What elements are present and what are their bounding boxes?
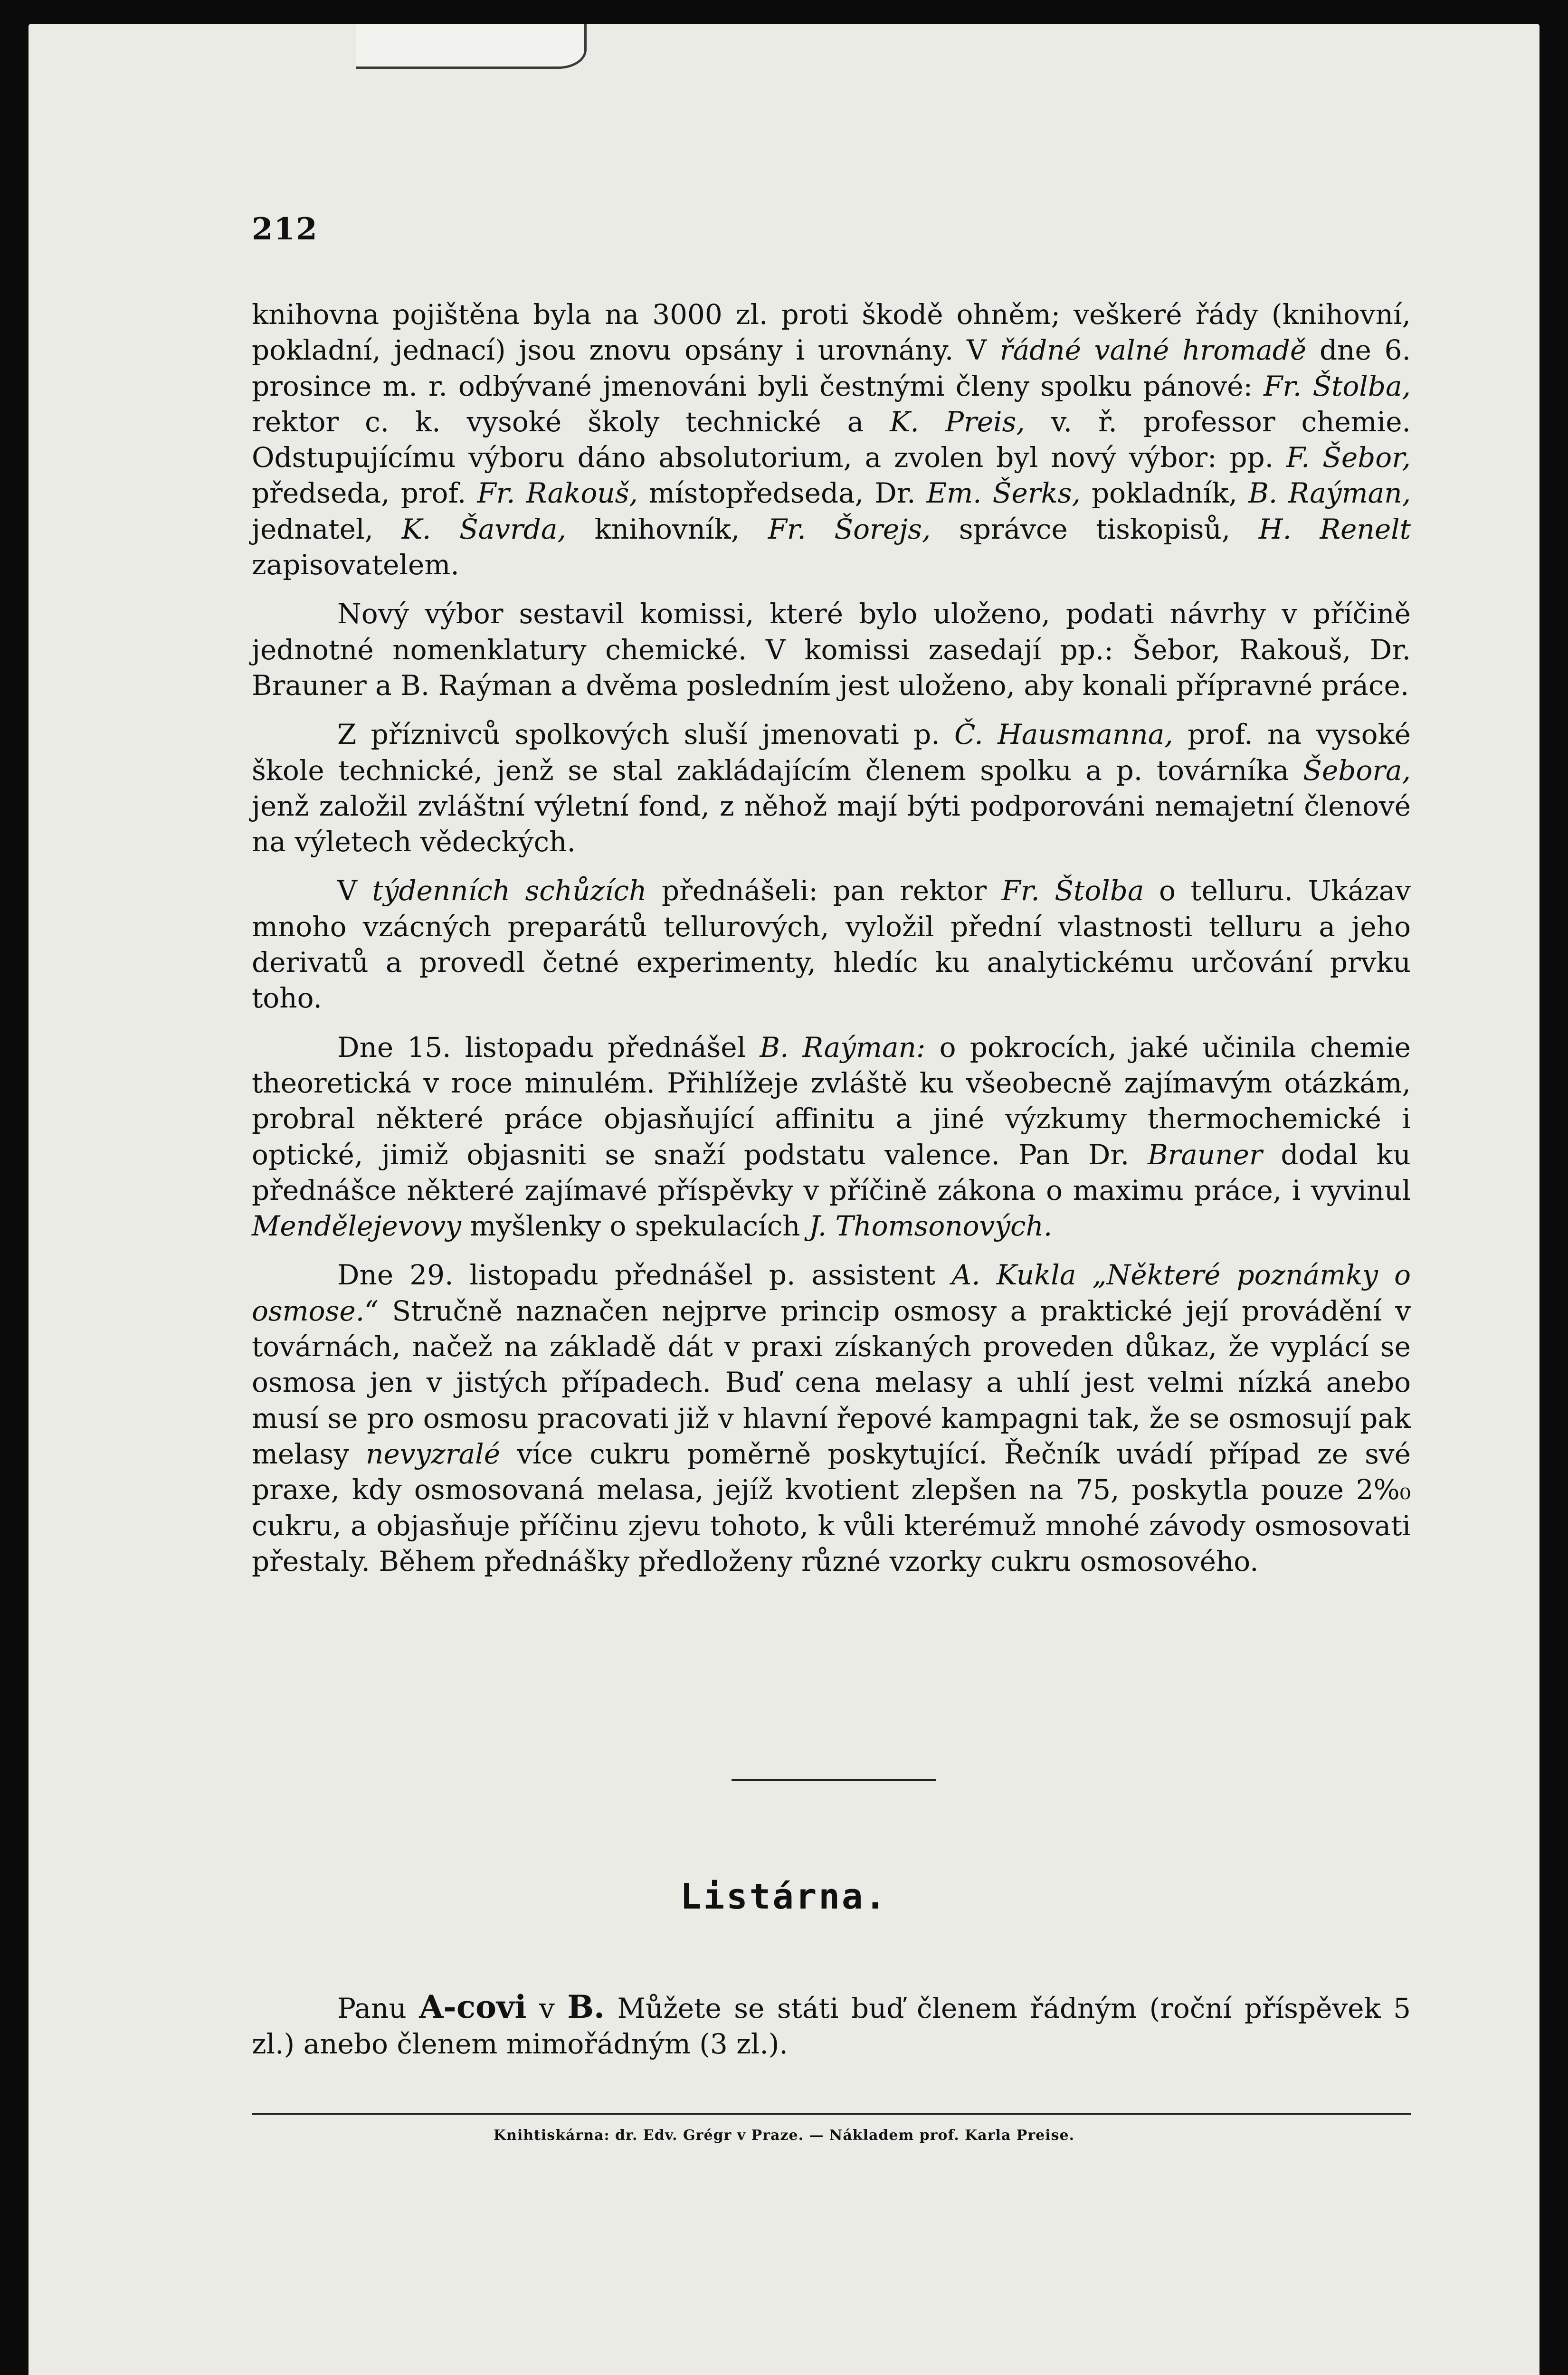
paragraph-text: dne 6. prosince m. r. odbývané jmenováni byli čestnými členy spolku pánové: [252,334,1411,402]
italic-name: Fr. Rakouš, [477,477,638,510]
paragraph-text: jednatel, [252,513,402,545]
italic-name: Mendělejevovy [252,1210,461,1243]
italic-name: řádné valné hromadě [999,334,1307,367]
italic-name: F. Šebor, [1286,441,1411,474]
letter-middle: v [526,1992,568,2024]
footer-imprint: Knihtiskárna: dr. Edv. Grégr v Praze. — Nákladem prof. Karla Preise. [493,2127,1075,2144]
paragraph-text: místopředseda, Dr. [637,477,927,510]
letter-recipient: A-covi [419,1988,527,2025]
italic-name: týdenních schůzích [372,874,647,907]
paragraph-text: předseda, prof. [252,477,477,510]
paragraph [252,1030,1411,1244]
paragraph-text: v. ř. professor chemie. Odstupujícímu výboru dáno absolutorium, a zvolen byl nový výbor: pp. [252,405,1411,474]
paragraph-text: prof. na vysoké škole technické, jenž se stal zakládajícím členem spolku a p. továrníka [252,718,1411,787]
paragraph [252,873,1411,1016]
paragraph-text: Dne 29. listopadu přednášel p. assistent [337,1259,952,1292]
paragraph-text: zapisovatelem. [252,549,459,581]
page-number: 212 [252,211,318,247]
paragraph-text: Stručně naznačen nejprve princip osmosy a praktické její provádění v továrnách, načež na základě dát v praxi získaných proveden důkaz, že vyplácí se osmosa jen v jistých případech. Buď cena melasy a uhlí jest velmi nízká anebo musí se pro osmosu pracovati již v hlavní řepové kampagni tak, že se osmosují pak melasy [252,1294,1411,1470]
paragraph [252,717,1411,860]
letter-prefix: Panu [337,1992,419,2024]
italic-name: B. Raýman: [760,1031,926,1064]
italic-name: H. Renelt [1258,513,1411,545]
letter-reply [252,1989,1411,2062]
paragraph-text: knihovna pojištěna byla na 3000 zl. proti škodě ohněm; veškeré řády (knihovní, pokladní, jednací) jsou znovu opsány i urovnány. V [252,298,1411,367]
section-heading: Listárna. [680,1876,888,1917]
paragraph-text: knihovník, [566,513,768,545]
footer-rule [252,2113,1411,2115]
italic-name: J. Thomsonových. [808,1210,1053,1243]
paragraph [252,1257,1411,1579]
paragraph-text: Dne 15. listopadu přednášel [337,1031,760,1064]
italic-name: Fr. Šorejs, [768,513,931,545]
paragraph-text: pokladník, [1080,477,1249,510]
paragraph-text: Nový výbor sestavil komissi, které bylo uloženo, podati návrhy v příčině jednotné nomenklatury chemické. V komissi zasedají pp.: Šebor, Rakouš, Dr. Brauner a B. Raýman a dvěma posledním jest uloženo, aby konali přípravné práce. [252,598,1411,702]
document-page [29,24,1539,2375]
paragraph [252,596,1411,703]
section-separator [732,1779,936,1781]
paragraph-text: V [337,874,372,907]
paragraph-text: správce tiskopisů, [931,513,1259,545]
italic-name: B. Raýman, [1248,477,1411,510]
italic-name: Fr. Štolba [1001,874,1144,907]
paragraph-text: o pokrocích, jaké učinila chemie theoretická v roce minulém. Přihlížeje zvláště ku všeobecně zajímavým otázkám, probral některé práce objasňující affinitu a jiné výzkumy thermochemické i optické, jimiž objasniti se snaží podstatu valence. Pan Dr. [252,1031,1411,1171]
body-text [252,297,1411,1593]
paragraph-text: Z příznivců spolkových sluší jmenovati p. [337,718,955,751]
italic-name: Č. Hausmanna, [954,718,1173,751]
paragraph-text: rektor c. k. vysoké školy technické a [252,405,890,438]
italic-name: Šebora, [1303,754,1411,787]
letter-place: B. [567,1988,605,2025]
italic-name: K. Preis, [890,405,1025,438]
paragraph-text: více cukru poměrně poskytující. Řečník uvádí případ ze své praxe, kdy osmosovaná melasa, jejíž kvotient zlepšen na 75, poskytla pouze 2%₀ cukru, a objasňuje příčinu zjevu tohoto, k vůli kterémuž mnohé závody osmosovati přestaly. Během přednášky předloženy různé vzorky cukru osmosového. [252,1437,1411,1577]
paragraph-text: myšlenky o spekulacích [461,1210,809,1243]
letter-text: Můžete se státi buď členem řádným (roční příspěvek 5 zl.) anebo členem mimořádným (3 zl.). [252,1992,1411,2060]
paragraph-text: jenž založil zvláštní výletní fond, z něhož mají býti podporováni nemajetní členové na výletech vědeckých. [252,789,1411,858]
italic-name: nevyzralé [366,1437,501,1470]
paragraph [252,297,1411,583]
italic-name: A. Kukla „Některé poznámky o osmose.“ [252,1259,1411,1327]
italic-name: K. Šavrda, [401,513,566,545]
italic-name: Em. Šerks, [926,477,1081,510]
paper-sheet [29,24,1539,2375]
italic-name: Fr. Štolba, [1264,370,1411,402]
paragraph-text: přednášeli: pan rektor [646,874,1002,907]
paragraph-text: dodal ku přednášce některé zajímavé příspěvky v příčině zákona o maximu práce, i vyvinul [252,1138,1411,1206]
italic-name: Brauner [1147,1138,1263,1171]
paragraph-text: o telluru. Ukázav mnoho vzácných preparátů tellurových, vyložil přední vlastnosti telluru a jeho derivatů a provedl četné experimenty, hledíc ku analytickému určování prvku toho. [252,874,1411,1015]
